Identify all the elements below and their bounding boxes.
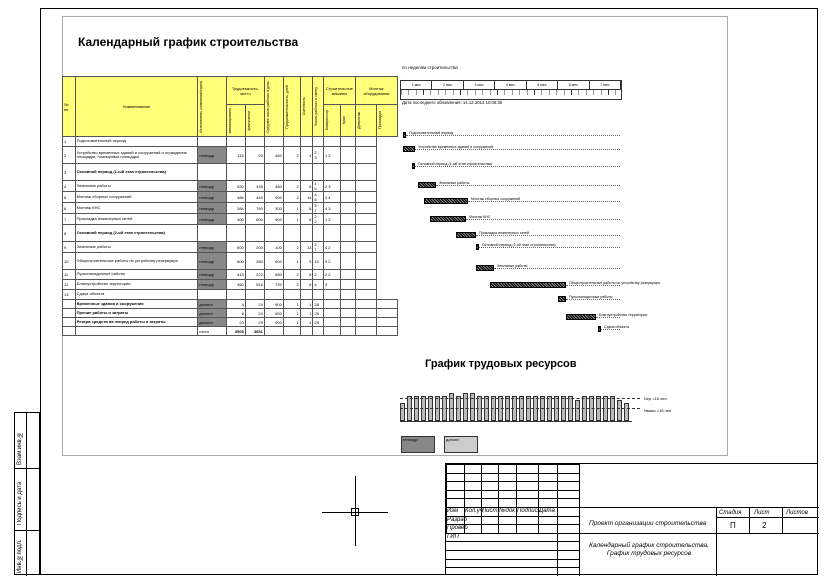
gantt-label: Монтаж КНС [469,215,491,219]
row-name: Основной период (1-ый этап строительства) [75,164,198,181]
resource-label-avg: Nмакс =16 чел. [644,408,673,413]
row-num: 11 [63,270,76,280]
row-value-f [313,137,324,147]
sheet-name: Календарный график строительства, График трудовых ресурсов [589,542,709,558]
last-update: Дата последнего обновления: 14.12.2012 10:08:35 [402,100,503,105]
page-title: Календарный график строительства [78,35,299,49]
gantt-bar [566,314,596,320]
row-value-f: 10 [313,253,324,270]
table-row [63,147,398,164]
stamp-grid-line [446,473,579,474]
hdr-install-b: Прокладка [377,111,382,130]
row-value-a: 115 [226,147,245,164]
gantt-guide [596,317,620,318]
row-value-e: 6 [300,181,313,192]
extra-row-name: Резерв средств на непред работы и затраты [75,318,198,327]
row-contractor: генподр [198,270,227,280]
stamp-header: Изм [447,508,459,514]
gantt-guide [476,235,620,236]
side-label-a: Взам.инв.№ [17,431,23,465]
stamp-grid-col [516,464,517,533]
extra-row-value-a: 6 [226,309,245,318]
row-value-a [226,290,245,300]
row-value-f: 3 : 7 [313,242,324,253]
hdr-name: Наименование [75,77,198,137]
row-value-c [264,164,283,181]
stamp-header: №док [499,508,515,514]
stamp-grid-line [446,559,579,560]
gantt-label: Пусконаладочные работы [569,295,613,299]
resource-avg-line [400,408,640,409]
extra-row-contractor: допопл [198,300,227,309]
crosshair-box [351,508,359,516]
gantt-label: Основной период (1-ый этап строительства) [418,162,493,166]
row-value-b [245,164,264,181]
row-value-a: 600 [226,242,245,253]
hdr-num: № пп [63,77,76,137]
stamp-grid-line [446,567,579,568]
gantt-guide [436,185,620,186]
table-row [63,214,398,225]
month-label: 5 мес [527,81,558,89]
stamp-grid-col [464,464,465,533]
table-row [63,164,398,181]
row-name: Устройство временных зданий и сооружений и ограждение площадки, планировка площадки [75,147,198,164]
extra-row-value-b: 24 [245,309,264,318]
resource-max-line [400,398,640,399]
row-value-g: 3 2 [323,253,340,270]
hdr-builder: Строительные машины [323,77,355,105]
extra-row-contractor: допопл [198,309,227,318]
row-contractor: генподр [198,147,227,164]
row-value-e: 9 [300,253,313,270]
gantt-guide [415,149,620,150]
row-name: Монтаж КНС [75,203,198,214]
extra-row [63,318,398,327]
row-value-d: 2 [283,181,300,192]
stamp-role: ГИП [447,533,459,540]
row-value-c: 720 [264,280,283,290]
row-value-d: 1 [283,214,300,225]
gantt-bar [490,282,566,288]
row-value-a: 400 [226,214,245,225]
row-name: Земляные работы [75,181,198,192]
stamp-grid-line [446,490,579,491]
gantt-label: Основной период (2-ой этап строительства) [482,243,556,247]
table-row [63,192,398,203]
gantt-bar [424,198,468,204]
row-value-f: 2 : 3 [313,147,324,164]
row-value-d [283,164,300,181]
total-row [63,327,398,336]
extra-row-value-d: 1 [283,309,300,318]
total-label: итого [198,327,227,336]
side-label-c: Инв.№подл. [17,539,23,573]
row-value-c: 900 [264,192,283,203]
stamp-grid-line [446,464,579,465]
row-value-d [283,137,300,147]
row-value-g: 2 3 [323,181,340,192]
table-row [63,242,398,253]
row-value-e: 6 [300,203,313,214]
row-name: Общестроительные работы по устройству резервуара [75,253,198,270]
row-value-f: 2 : 2 [313,214,324,225]
row-value-g [323,225,340,242]
row-value-e: 14 [300,192,313,203]
month-label: 7 мес [590,81,621,89]
row-num: 10 [63,253,76,270]
table-row [63,137,398,147]
row-value-g: 3 [323,280,340,290]
row-value-a: 460 [226,280,245,290]
stamp-grid-line [446,481,579,482]
row-value-g [323,164,340,181]
month-label: 1 мес [401,81,432,89]
stamp-grid-line [446,498,579,499]
gantt-caption: по неделям строительства [402,65,458,70]
resource-bar [575,400,580,421]
extra-row-value-b: 29 [245,318,264,327]
row-num: 12 [63,280,76,290]
gantt-label: Благоустройство территории [599,313,648,317]
hdr-contractor: Исполнитель (компания/отдел) [199,80,204,133]
table-row [63,280,398,290]
extra-row-value-a: 23 [226,318,245,327]
row-value-e: 8 [300,270,313,280]
row-num: 9 [63,242,76,253]
extra-row-name: Прочие работы и затраты [75,309,198,318]
row-value-f: 4 : 6 [313,192,324,203]
row-value-c: 600 [264,253,283,270]
gantt-label: Монтаж сборных сооружений [471,197,521,201]
row-value-a [226,164,245,181]
row-contractor: генподр [198,280,227,290]
row-value-b [245,137,264,147]
gantt-label: Устройство временных зданий и сооружений [418,145,494,149]
row-name: Сдача объекта [75,290,198,300]
row-value-d: 2 [283,270,300,280]
extra-row-value-e: 1 [300,309,313,318]
resource-bar [617,400,622,421]
sheet-header: Лист [754,510,770,516]
row-value-d [283,290,300,300]
legend-label-a: генподр [403,437,418,442]
row-contractor: генподр [198,203,227,214]
row-num: 13 [63,290,76,300]
hdr-per-shift: Число рабочих в смену [314,87,319,126]
resources-title: График трудовых ресурсов [425,358,577,370]
hdr-install: Монтаж оборудования [355,77,397,105]
row-value-e: 6 [300,280,313,290]
extra-row-value-f: 28 [313,300,324,309]
stamp-grid-col [446,464,447,533]
row-contractor: генподр [198,192,227,203]
gantt-bar [476,265,494,271]
resource-bar [624,403,629,421]
hdr-mach-b: Кран [342,116,347,125]
row-value-c [264,290,283,300]
extra-row-name: Временные здания и сооружения [75,300,198,309]
row-value-g: 4 2 [323,242,340,253]
row-num: 7 [63,214,76,225]
row-value-e [300,290,313,300]
hdr-mach-a: Компрессор [324,110,329,131]
row-value-b: 222 [245,270,264,280]
row-value-d [283,225,300,242]
row-value-f [313,225,324,242]
extra-row-value-a: 4 [226,300,245,309]
stamp-role: Провер [447,525,468,532]
row-value-d: 2 [283,280,300,290]
row-contractor [198,164,227,181]
extra-row-value-e: 1 [300,300,313,309]
extra-row-value-c: 900 [264,318,283,327]
row-value-a: 486 [226,192,245,203]
row-value-f [313,164,324,181]
extra-row-value-f: 28 [313,318,324,327]
row-value-b: 280 [245,253,264,270]
table-row [63,203,398,214]
gantt-guide [466,219,620,220]
table-row [63,253,398,270]
row-value-b [245,290,264,300]
gantt-guide [601,329,620,330]
extra-row-value-b: 24 [245,300,264,309]
total-a: 3505 [226,327,245,336]
row-name: Благоустройство территории [75,280,198,290]
extra-row-value-f: 28 [313,309,324,318]
gantt-guide [566,299,620,300]
row-value-c [264,137,283,147]
row-value-f: 4 [313,280,324,290]
row-value-c: 680 [264,270,283,280]
row-contractor: генподр [198,253,227,270]
row-value-d: 1 [283,203,300,214]
table-row [63,181,398,192]
sheet-value: 2 [762,521,767,530]
stamp-grid-col [538,464,539,533]
stamp-grid-line [446,533,579,534]
row-value-c: 900 [264,214,283,225]
row-value-d: 2 [283,242,300,253]
row-value-b: 516 [245,280,264,290]
row-value-f: 3 : 7 [313,203,324,214]
row-name: Прокладка инженерных сетей [75,214,198,225]
row-value-c: 100 [264,242,283,253]
row-contractor [198,137,227,147]
extra-row [63,309,398,318]
row-num: 1 [63,137,76,147]
row-value-e: 13 [300,242,313,253]
hdr-labor: Трудоемкость, чел×ч [226,77,264,105]
row-name: Основной период (2-ой этап строительства) [75,225,198,242]
extra-row-value-d: 1 [283,300,300,309]
row-name: Монтаж сборных сооружений [75,192,198,203]
row-num: 8 [63,225,76,242]
gantt-header-grid [400,80,622,100]
row-value-b: 200 [245,242,264,253]
row-value-e: 8 [300,214,313,225]
gantt-guide [415,166,620,167]
row-num: 5 [63,192,76,203]
row-value-b: 92 [245,147,264,164]
side-strip [14,412,40,575]
extra-row-value-c: 500 [264,309,283,318]
table-row [63,270,398,280]
row-value-e: 4 [300,147,313,164]
row-value-f: 1 : 5 [313,181,324,192]
hdr-duration: Продолжительность, дней [284,84,289,129]
row-name: Пусконаладочные работы [75,270,198,280]
table-row [63,290,398,300]
extra-row-value-c: 900 [264,300,283,309]
gantt-guide [479,247,620,248]
row-value-b: 440 [245,192,264,203]
row-value-g: 2 4 [323,192,340,203]
row-value-b: 600 [245,214,264,225]
row-contractor: генподр [198,214,227,225]
hdr-shifts: Сменность [301,97,306,116]
resource-label-max: Nср =16 чел. [644,396,668,401]
month-label: 6 мес [558,81,589,89]
stamp-header: Подпись [517,508,541,514]
hdr-workers: Среднее число рабочих в день [265,80,270,133]
stage-header: Стадия [719,510,742,516]
row-value-g: 4 3 [323,203,340,214]
hdr-install-a: Демонтаж [356,112,361,129]
week-grid [401,89,621,95]
gantt-bar [418,182,436,188]
gantt-label: Земляные работы [497,264,528,268]
row-value-b: 435 [245,181,264,192]
stamp-header: Кол.уч [465,508,483,514]
stamp-grid-line [446,541,579,542]
gantt-guide [494,268,620,269]
row-value-a: 413 [226,270,245,280]
row-value-a: 600 [226,253,245,270]
month-label: 3 мес [464,81,495,89]
row-contractor: генподр [198,181,227,192]
extra-row-value-d: 1 [283,318,300,327]
row-value-g: 1 2 [323,147,340,164]
gantt-guide [468,201,620,202]
row-value-f: 2 [313,270,324,280]
hdr-labor-actual: фактически [246,110,251,131]
stamp-role: Разраб [447,516,468,523]
stamp-grid-col [557,464,558,576]
row-value-c: 480 [264,181,283,192]
row-num: 3 [63,164,76,181]
row-contractor [198,290,227,300]
row-value-d: 1 [283,253,300,270]
stamp-header: Лист [482,508,498,514]
total-b: 3651 [245,327,264,336]
row-value-e [300,225,313,242]
row-value-a: 384 [226,203,245,214]
stamp-header: Дата [539,508,555,514]
extra-row [63,300,398,309]
row-name: Земляные работы [75,242,198,253]
gantt-bar [403,146,415,152]
gantt-bar [456,232,476,238]
gantt-guide [566,285,620,286]
gantt-guide [406,135,620,136]
extra-row-contractor: допопл [198,318,227,327]
row-value-d: 2 [283,192,300,203]
table-row [63,225,398,242]
gantt-label: Сдача объекта [604,325,629,329]
row-value-g [323,290,340,300]
gantt-bar [430,216,466,222]
schedule-table [62,76,398,336]
row-num: 2 [63,147,76,164]
row-num: 6 [63,203,76,214]
row-value-c: 460 [264,147,283,164]
row-value-a [226,225,245,242]
gantt-bar [558,296,566,302]
hdr-labor-planned: запланировано [227,107,232,134]
stamp-grid-col [498,464,499,533]
row-value-g: 2 2 [323,270,340,280]
resource-histogram [400,392,632,422]
row-value-b [245,225,264,242]
row-value-g: 1 2 [323,214,340,225]
row-value-b: 760 [245,203,264,214]
gantt-label: Земляные работы [439,181,470,185]
row-contractor [198,225,227,242]
stamp-grid-col [481,464,482,533]
row-contractor: генподр [198,242,227,253]
stamp-grid-line [446,550,579,551]
legend-label-b: допопл [446,437,460,442]
row-value-a [226,137,245,147]
row-value-d: 2 [283,147,300,164]
side-label-b: Подпись и дата [17,481,23,525]
title-block [445,463,818,575]
row-value-c: 300 [264,203,283,214]
row-value-e [300,137,313,147]
row-name: Подготовительный период [75,137,198,147]
extra-row-value-e: 1 [300,318,313,327]
row-num: 4 [63,181,76,192]
stage-value: П [730,521,736,530]
sheets-header: Листов [786,510,808,516]
row-value-e [300,164,313,181]
month-label: 4 мес [495,81,526,89]
row-value-a: 520 [226,181,245,192]
gantt-label: Прокладка инженерных сетей [479,231,530,235]
row-value-f [313,290,324,300]
gantt-label: Подготовительный период [409,131,454,135]
resource-bar [400,403,405,421]
row-value-c [264,225,283,242]
row-value-g [323,137,340,147]
gantt-label: Общестроительные работы по устройству резервуара [569,281,660,285]
project-name: Проект организации строительства [589,520,707,527]
month-label: 2 мес [432,81,463,89]
